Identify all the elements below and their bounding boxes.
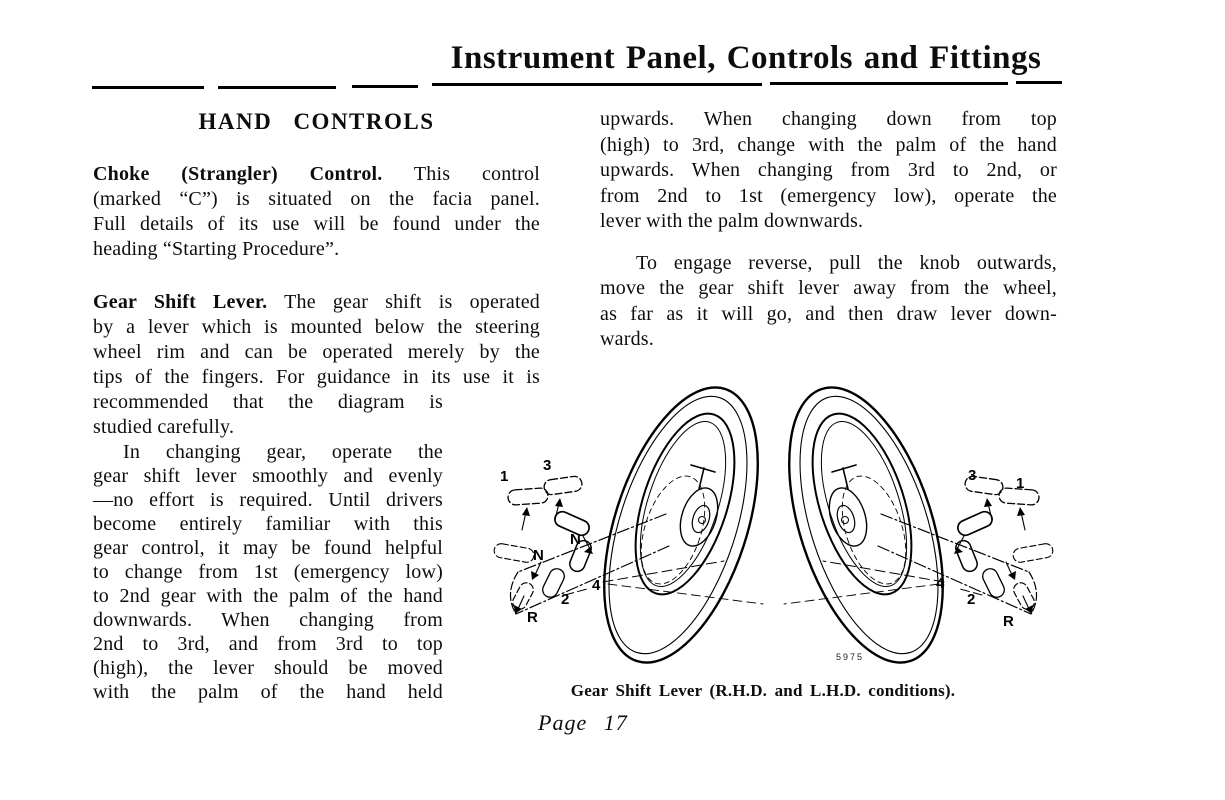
text-line: as far as it will go, and then draw lever down-	[600, 302, 1057, 325]
text-line: tips of the fingers. For guidance in its use it is	[93, 366, 540, 388]
text-line: gear control, it may be found helpful	[93, 537, 443, 559]
gear-position-label: 3	[968, 467, 977, 484]
text-line: upwards. When changing down from top	[600, 108, 1057, 130]
header-rule-segment	[432, 83, 762, 86]
gear-position-label: 4	[592, 577, 601, 594]
continuation-paragraph	[600, 107, 1057, 235]
text-line: studied carefully.	[93, 416, 235, 438]
right-wheel-art	[759, 369, 1054, 678]
text-line: move the gear shift lever away from the wheel,	[600, 277, 1057, 299]
text-line: (high), the lever should be moved	[93, 657, 443, 679]
section-heading: HAND CONTROLS	[198, 109, 435, 134]
text-line: To engage reverse, pull the knob outwards,	[636, 251, 1057, 274]
text-line: (marked “C”) is situated on the facia panel.	[93, 188, 540, 210]
gear-shift-illustration	[470, 368, 1130, 678]
text-line: —no effort is required. Until drivers	[93, 489, 443, 511]
text-line: In changing gear, operate the	[123, 441, 443, 463]
text-line: become entirely familiar with this	[93, 513, 443, 535]
reverse-gear-paragraph	[600, 251, 1057, 353]
gear-position-label: R	[527, 609, 538, 626]
figure-number: 5975	[836, 652, 865, 662]
gear-position-label: 4	[936, 575, 945, 592]
gear-position-label: 3	[543, 457, 552, 474]
text-line: 2nd to 3rd, and from 3rd to top	[93, 633, 443, 655]
paragraph-lead: Gear Shift Lever.	[93, 291, 268, 313]
text-line: from 2nd to 1st (emergency low), operate the	[600, 184, 1057, 207]
text-line: wheel rim and can be operated merely by the	[93, 341, 540, 363]
choke-paragraph	[93, 162, 540, 262]
page-number: Page 17	[538, 710, 628, 735]
text-line: to change from 1st (emergency low)	[93, 561, 443, 583]
text-line: Full details of its use will be found under the	[93, 213, 540, 235]
left-wheel-art	[493, 369, 788, 678]
gear-position-label: R	[1003, 613, 1014, 630]
header-rule-segment	[218, 86, 336, 89]
text-line: to 2nd gear with the palm of the hand	[93, 585, 443, 607]
text-line: recommended that the diagram is	[93, 391, 443, 413]
header-rule-segment	[92, 86, 204, 89]
gear-position-label: 2	[561, 591, 570, 608]
header-rule-segment	[352, 85, 418, 88]
gear-position-label: 1	[1016, 475, 1025, 492]
text-line	[93, 290, 540, 315]
text-line: with the palm of the hand held	[93, 681, 443, 703]
text-run: This control	[413, 163, 540, 185]
text-line: wards.	[600, 328, 654, 350]
header-rule-segment	[770, 82, 1008, 85]
text-line: gear shift lever smoothly and evenly	[93, 465, 443, 487]
text-line: upwards. When changing from 3rd to 2nd, or	[600, 159, 1057, 181]
paragraph-lead: Choke (Strangler) Control.	[93, 163, 383, 185]
page-title: Instrument Panel, Controls and Fittings	[450, 40, 1042, 76]
gear-position-label: 1	[500, 468, 509, 485]
figure-caption: Gear Shift Lever (R.H.D. and L.H.D. conditions).	[570, 681, 956, 700]
text-run: The gear shift is operated	[284, 291, 541, 313]
gear-position-label: N	[570, 531, 581, 548]
text-line	[93, 162, 540, 187]
text-line: lever with the palm downwards.	[600, 210, 864, 232]
text-line: by a lever which is mounted below the steering	[93, 316, 540, 338]
header-rule-segment	[1016, 81, 1062, 84]
text-line: downwards. When changing from	[93, 609, 443, 631]
text-line: heading “Starting Procedure”.	[93, 238, 340, 260]
gear-position-label: 2	[967, 591, 976, 608]
right-column	[600, 107, 1057, 353]
text-line: (high) to 3rd, change with the palm of the hand	[600, 133, 1057, 156]
gear-position-label: N	[533, 547, 544, 564]
